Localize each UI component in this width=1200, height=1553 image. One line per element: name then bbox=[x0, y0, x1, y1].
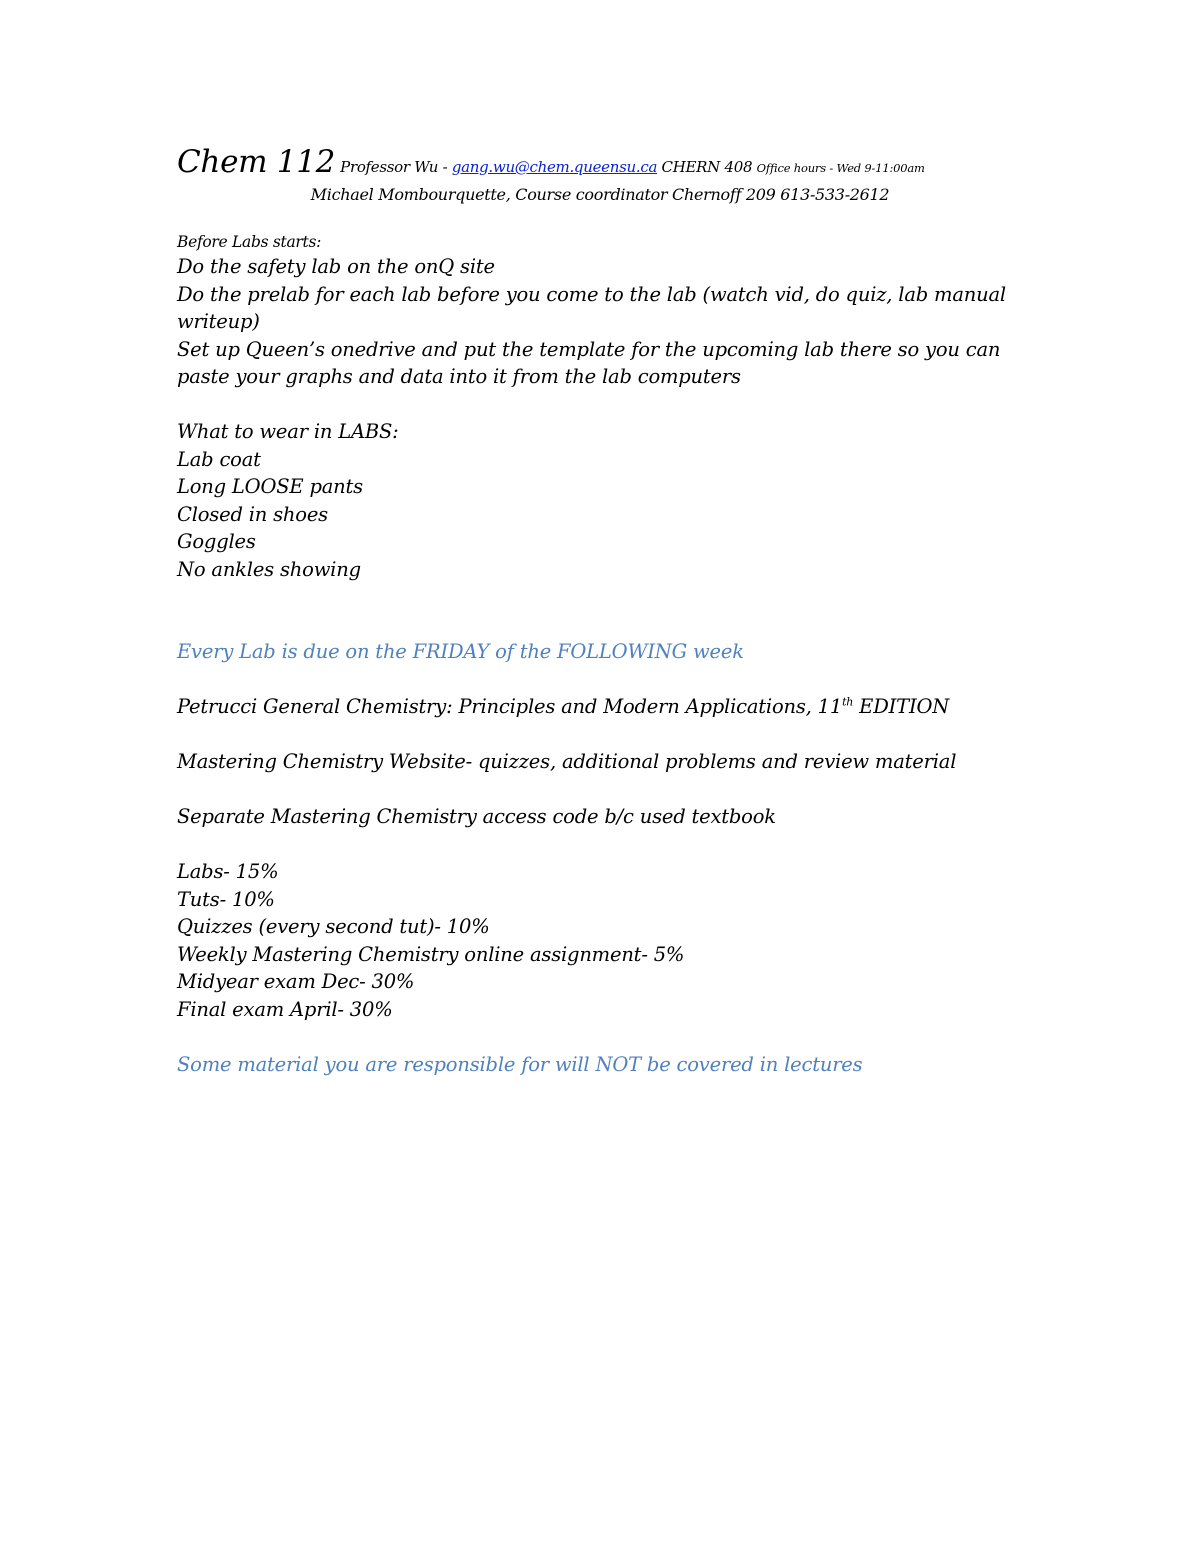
grading-item: Weekly Mastering Chemistry online assignment- 5% bbox=[177, 943, 685, 966]
lab-due-note: Every Lab is due on the FRIDAY of the FOLLOWING week bbox=[177, 640, 744, 663]
grading-item: Tuts- 10% bbox=[177, 888, 275, 911]
grading-item: Midyear exam Dec- 30% bbox=[177, 970, 415, 993]
list-item: Do the prelab for each lab before you come to the lab (watch vid, do quiz, lab manual bbox=[177, 283, 1006, 306]
list-item: Lab coat bbox=[177, 448, 261, 471]
list-item: Set up Queen’s onedrive and put the template for the upcoming lab there so you can bbox=[177, 338, 1001, 361]
grading-item: Quizzes (every second tut)- 10% bbox=[177, 915, 490, 938]
textbook-title: Petrucci General Chemistry: Principles and Modern Applications, 11 bbox=[177, 695, 843, 718]
professor-label: Professor Wu - bbox=[340, 158, 452, 176]
grading-item: Labs- 15% bbox=[177, 860, 279, 883]
list-item: No ankles showing bbox=[177, 558, 361, 581]
list-item: Closed in shoes bbox=[177, 503, 328, 526]
mastering-website-note: Mastering Chemistry Website- quizzes, additional problems and review material bbox=[177, 750, 957, 773]
grading-item: Final exam April- 30% bbox=[177, 998, 393, 1021]
lecture-coverage-note: Some material you are responsible for will NOT be covered in lectures bbox=[177, 1053, 863, 1076]
list-item: Goggles bbox=[177, 530, 256, 553]
wear-heading: What to wear in LABS: bbox=[177, 420, 399, 443]
edition-superscript: th bbox=[842, 695, 854, 709]
course-title: Chem 112 bbox=[177, 144, 336, 180]
textbook-edition: EDITION bbox=[853, 695, 950, 718]
course-coordinator: Michael Mombourquette, Course coordinator Chernoff 209 613-533-2612 bbox=[310, 185, 890, 204]
textbook-line bbox=[177, 693, 949, 721]
professor-email-link[interactable]: gang.wu@chem.queensu.ca bbox=[451, 158, 658, 176]
list-item: Do the safety lab on the onQ site bbox=[177, 255, 495, 278]
access-code-note: Separate Mastering Chemistry access code b/c used textbook bbox=[177, 805, 776, 828]
before-labs-heading: Before Labs starts: bbox=[177, 233, 322, 251]
list-item: writeup) bbox=[177, 310, 260, 333]
office-location: CHERN 408 bbox=[657, 158, 757, 176]
list-item: Long LOOSE pants bbox=[177, 475, 363, 498]
list-item: paste your graphs and data into it from the lab computers bbox=[177, 365, 741, 388]
office-hours: Office hours - Wed 9-11:00am bbox=[756, 161, 925, 175]
